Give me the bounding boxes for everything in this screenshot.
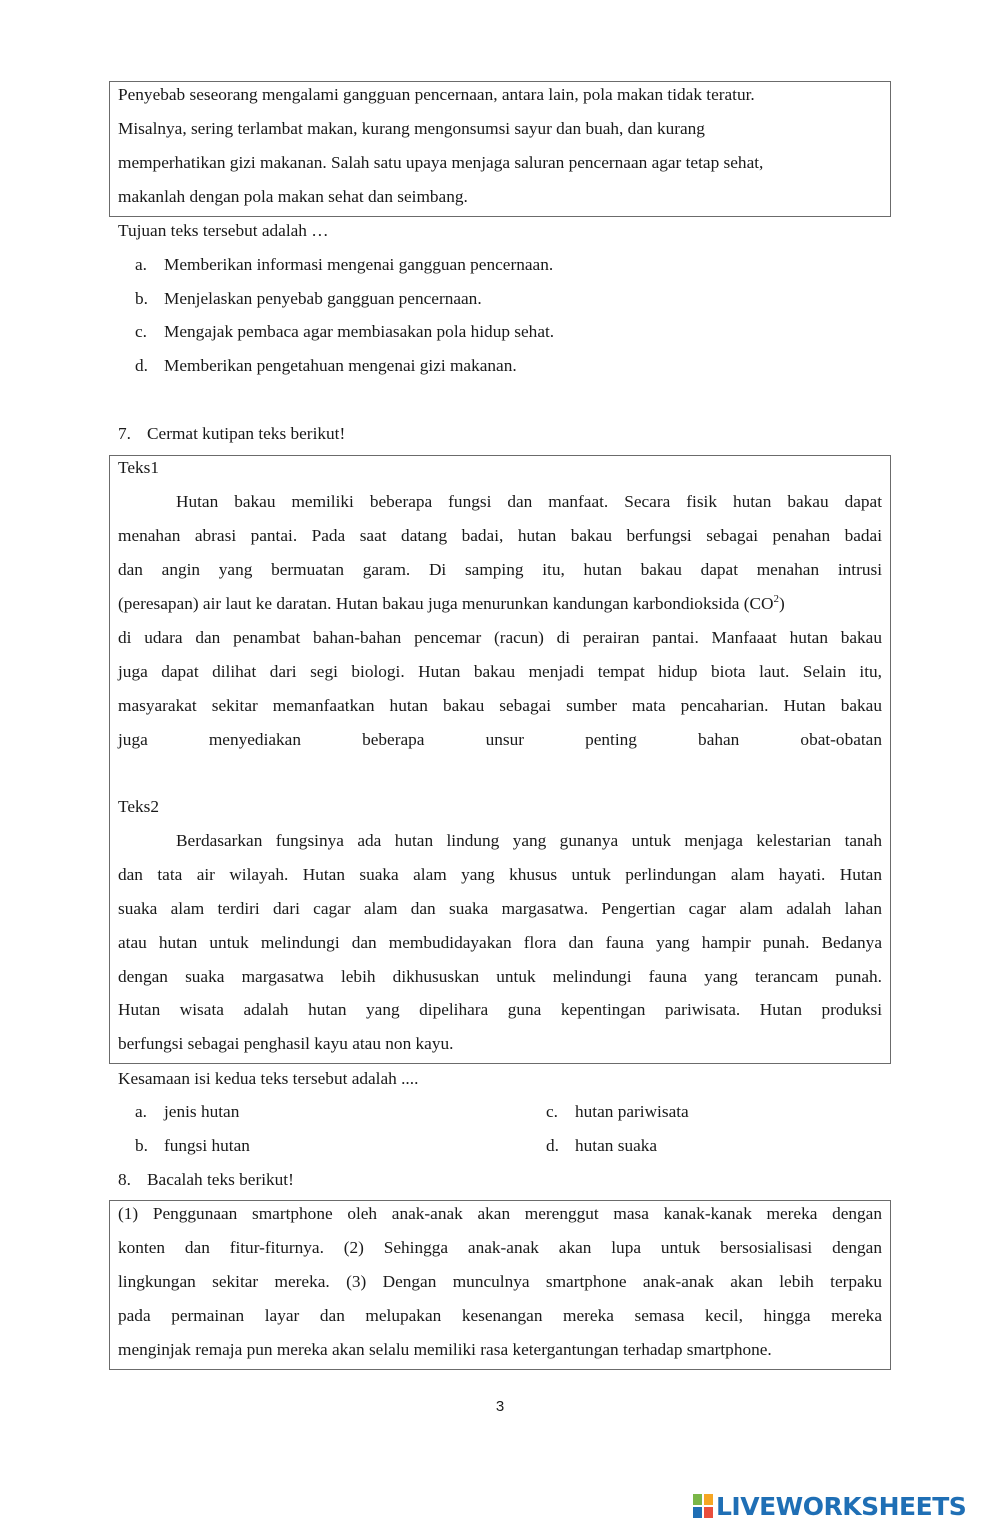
q6-passage-line: makanlah dengan pola makan sehat dan seimbang. xyxy=(118,187,468,206)
q7-text1-line: masyarakat sekitar memanfaatkan hutan bakau sebagai sumber mata pencaharian. Hutan bakau xyxy=(118,696,882,715)
q7-option-c[interactable]: hutan pariwisata xyxy=(575,1102,689,1121)
q7-text2-line: dan tata air wilayah. Hutan suaka alam yang khusus untuk perlindungan alam hayati. Hutan xyxy=(118,865,882,884)
q6-option-d[interactable]: Memberikan pengetahuan mengenai gizi makanan. xyxy=(164,356,517,375)
q7-text1-line: dan angin yang bermuatan garam. Di samping itu, hutan bakau dapat menahan intrusi xyxy=(118,560,882,579)
q7-instruction: Cermat kutipan teks berikut! xyxy=(147,424,346,443)
q8-passage-line: (1) Penggunaan smartphone oleh anak-anak akan merenggut masa kanak-kanak mereka dengan xyxy=(118,1204,882,1223)
q8-passage-line: lingkungan sekitar mereka. (3) Dengan munculnya smartphone anak-anak akan lebih terpaku xyxy=(118,1272,882,1291)
q6-option-b[interactable]: Menjelaskan penyebab gangguan pencernaan. xyxy=(164,289,482,308)
q7-option-b-letter: b. xyxy=(135,1136,148,1155)
liveworksheets-logo-text: LIVEWORKSHEETS xyxy=(716,1491,967,1521)
q7-text1-line: di udara dan penambat bahan-bahan pencemar (racun) di perairan pantai. Manfaaat hutan bakau xyxy=(118,628,882,647)
q6-passage-line: Misalnya, sering terlambat makan, kurang mengonsumsi sayur dan buah, dan kurang xyxy=(118,119,705,138)
q8-number: 8. xyxy=(118,1170,131,1189)
q6-question: Tujuan teks tersebut adalah … xyxy=(118,221,329,240)
q6-option-a-letter: a. xyxy=(135,255,147,274)
q7-option-d[interactable]: hutan suaka xyxy=(575,1136,658,1155)
q7-option-a[interactable]: jenis hutan xyxy=(164,1102,240,1121)
q8-passage-line: konten dan fitur-fiturnya. (2) Sehingga anak-anak akan lupa untuk bersosialisasi dengan xyxy=(118,1238,882,1257)
q7-text2-line: atau hutan untuk melindungi dan membudidayakan flora dan fauna yang hampir punah. Bedanya xyxy=(118,933,882,952)
q7-text1-line: menahan abrasi pantai. Pada saat datang badai, hutan bakau berfungsi sebagai penahan badai xyxy=(118,526,882,545)
q7-option-c-letter: c. xyxy=(546,1102,558,1121)
page-number: 3 xyxy=(495,1398,505,1415)
liveworksheets-watermark xyxy=(692,1488,966,1524)
q8-instruction: Bacalah teks berikut! xyxy=(147,1170,294,1189)
q7-text2-line: berfungsi sebagai penghasil kayu atau non kayu. xyxy=(118,1034,454,1053)
q7-text2-line: Berdasarkan fungsinya ada hutan lindung yang gunanya untuk menjaga kelestarian tanah xyxy=(176,831,882,850)
q6-option-c-letter: c. xyxy=(135,322,147,341)
co2-close-paren: ) xyxy=(779,594,785,613)
q7-text2-line: suaka alam terdiri dari cagar alam dan suaka margasatwa. Pengertian cagar alam adalah lahan xyxy=(118,899,882,918)
q8-passage-line: pada permainan layar dan melupakan kesenangan mereka semasa kecil, hingga mereka xyxy=(118,1306,882,1325)
q7-text2-line: dengan suaka margasatwa lebih dikhususkan untuk melindungi fauna yang terancam punah. xyxy=(118,967,882,986)
q7-question: Kesamaan isi kedua teks tersebut adalah .... xyxy=(118,1069,419,1088)
q7-text1-title: Teks1 xyxy=(118,458,160,477)
q7-number: 7. xyxy=(118,424,131,443)
q7-text1-line: juga menyediakan beberapa unsur penting bahan obat-obatan xyxy=(118,730,882,749)
q6-option-b-letter: b. xyxy=(135,289,148,308)
q7-text1-line: juga dapat dilihat dari segi biologi. Hutan bakau menjadi tempat hidup biota laut. Selain itu, xyxy=(118,662,882,681)
q7-text1-line: (peresapan) air laut ke daratan. Hutan bakau juga menurunkan kandungan karbondioksida (CO xyxy=(118,594,774,613)
co2-subscript: 2 xyxy=(773,593,779,606)
q7-text2-title: Teks2 xyxy=(118,797,160,816)
q7-option-a-letter: a. xyxy=(135,1102,147,1121)
q6-passage-line: Penyebab seseorang mengalami gangguan pencernaan, antara lain, pola makan tidak teratur. xyxy=(118,85,755,104)
q7-option-b[interactable]: fungsi hutan xyxy=(164,1136,250,1155)
q7-option-d-letter: d. xyxy=(546,1136,559,1155)
q6-passage-line: memperhatikan gizi makanan. Salah satu upaya menjaga saluran pencernaan agar tetap sehat, xyxy=(118,153,764,172)
q7-text1-line-co2 xyxy=(118,587,785,621)
q6-option-c[interactable]: Mengajak pembaca agar membiasakan pola hidup sehat. xyxy=(164,322,555,341)
liveworksheets-logo-icon xyxy=(692,1493,714,1519)
q6-option-a[interactable]: Memberikan informasi mengenai gangguan pencernaan. xyxy=(164,255,554,274)
q7-text2-line: Hutan wisata adalah hutan yang dipelihara guna kepentingan pariwisata. Hutan produksi xyxy=(118,1000,882,1019)
q7-text1-line: Hutan bakau memiliki beberapa fungsi dan manfaat. Secara fisik hutan bakau dapat xyxy=(176,492,882,511)
q6-option-d-letter: d. xyxy=(135,356,148,375)
q8-passage-line: menginjak remaja pun mereka akan selalu memiliki rasa ketergantungan terhadap smartphone. xyxy=(118,1340,772,1359)
